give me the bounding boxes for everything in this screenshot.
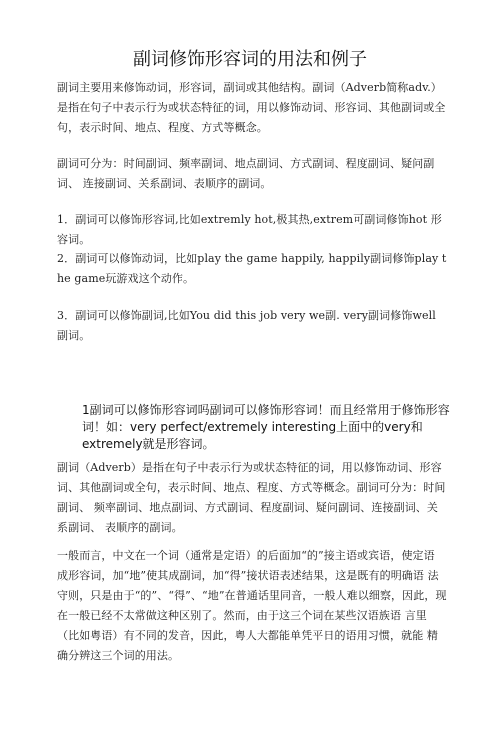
body-paragraph-2: 一般而言，中文在一个词（通常是定语）的后面加“的”接主语或宾语，使定语 成形容词，加“地”使其成副词，加“得”接状语表述结果，这是既有的明确语 法守则，只是由于“的”、“得”、“地”在普通话里同音，一般人难以细察，因此，现在一般已经不太常做这种区别了。然而，由于这三个词在某些汉语族语 言里（比如粤语）有不同的发音，因此，粤人大都能单凭平日的语用习惯，就能 精确分辨这三个词的用法。 xyxy=(57,549,447,662)
body-paragraph-1: 副词（Adverb）是指在句子中表示行为或状态特征的词，用以修饰动词、形容词、其他副词或全句，表示时间、地点、程度、方式等概念。副词可分为：时间副词、 频率副词、地点副词、方式副词、程度副词、疑问副词、连接副词、关系副词、 表顺序的副词。 xyxy=(57,461,446,534)
example-item-1: 1．副词可以修饰形容词,比如extremly hot,极其热,extrem可副词修饰hot 形容词。 xyxy=(57,213,442,246)
section-heading: 1副词可以修饰形容词吗副词可以修饰形容词！而且经常用于修饰形容词！如：very perfect/extremely interesting上面中的very和extremely就是形容词。 xyxy=(82,403,450,451)
intro-paragraph: 副词主要用来修饰动词，形容词，副词或其他结构。副词（Adverb简称adv.） 是指在句子中表示行为或状态特征的词，用以修饰动词、形容词、其他副词或全 句，表示时间、地点、程度、方式等概念。 xyxy=(57,81,446,134)
example-item-2: 2．副词可以修饰动词，比如play the game happily, happily副词修饰play the game玩游戏这个动作。 xyxy=(57,252,447,285)
classification-paragraph: 副词可分为：时间副词、频率副词、地点副词、方式副词、程度副词、疑问副词、 连接副词、关系副词、表顺序的副词。 xyxy=(57,157,435,190)
example-item-3: 3．副词可以修饰副词,比如You did this job very we副. very副词修饰well 副词。 xyxy=(57,309,436,342)
document-title: 副词修饰形容词的用法和例子 xyxy=(133,49,367,70)
